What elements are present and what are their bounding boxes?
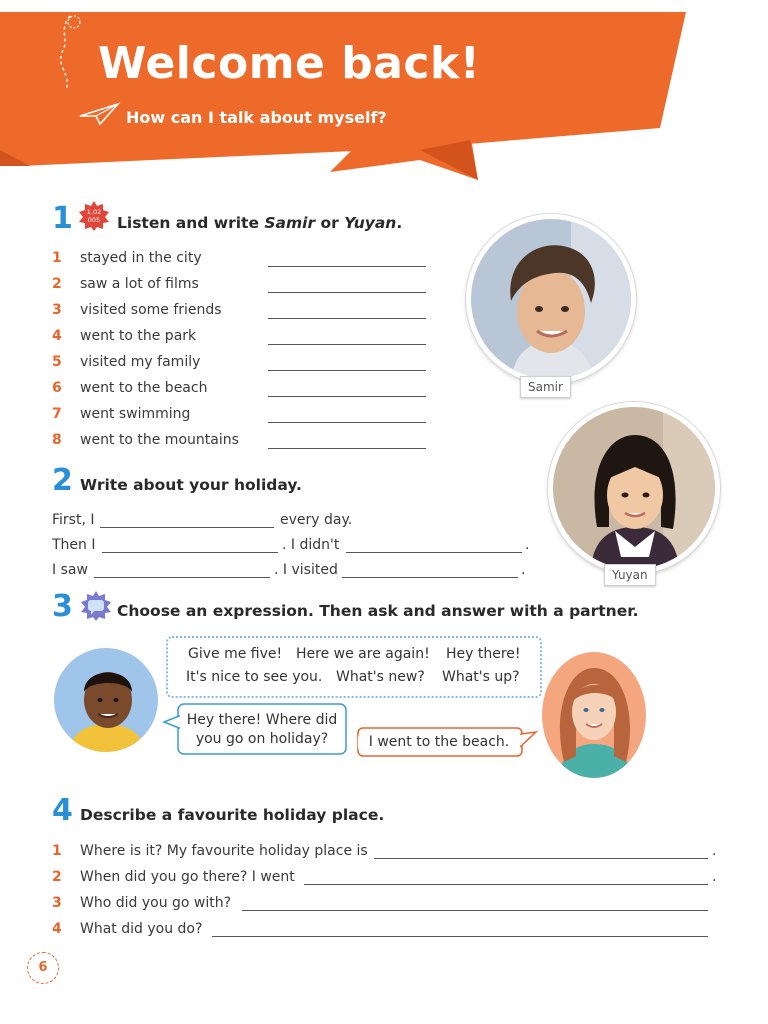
- exercise-1-number: 1: [52, 201, 73, 236]
- answer-line[interactable]: [268, 396, 426, 397]
- exercise-1-item: 3 visited some friends: [52, 302, 432, 324]
- exercise-1-item: 8 went to the mountains: [52, 432, 432, 454]
- write-line-3-mid: . I visited: [274, 562, 338, 578]
- page-number: 6: [27, 952, 59, 984]
- answer-line[interactable]: [268, 422, 426, 423]
- write-line-2-start: Then I: [52, 537, 96, 553]
- exercise-1-heading: Listen and write Samir or Yuyan.: [117, 214, 403, 232]
- write-blank[interactable]: [342, 577, 518, 578]
- answer-line[interactable]: [212, 936, 708, 937]
- exercise-1-item: 5 visited my family: [52, 354, 432, 376]
- exercise-2-number: 2: [52, 463, 73, 498]
- write-line-2-end: .: [525, 537, 530, 553]
- exercise-1-item: 1 stayed in the city: [52, 250, 432, 272]
- write-line-3-end: .: [521, 562, 526, 578]
- answer-line[interactable]: [268, 370, 426, 371]
- yuyan-name-tag: Yuyan: [604, 564, 656, 586]
- item-end-punctuation: .: [712, 843, 717, 859]
- answer-line[interactable]: [268, 448, 426, 449]
- expression[interactable]: Hey there!: [446, 646, 521, 662]
- answer-line[interactable]: [268, 292, 426, 293]
- speaking-badge-icon: [80, 590, 112, 622]
- write-blank[interactable]: [102, 552, 278, 553]
- badge-track-bottom: 005: [87, 216, 101, 224]
- samir-name-tag: Samir: [520, 376, 571, 398]
- write-blank[interactable]: [94, 577, 270, 578]
- exercise-3-number: 3: [52, 589, 73, 624]
- yuyan-photo: [548, 402, 720, 574]
- expression[interactable]: Here we are again!: [296, 646, 430, 662]
- write-line-1-end: every day.: [280, 512, 353, 528]
- boy-photo: [54, 648, 158, 752]
- exercise-1-item: 7 went swimming: [52, 406, 432, 428]
- answer-line[interactable]: [304, 884, 708, 885]
- item-end-punctuation: .: [712, 869, 717, 885]
- paper-plane-icon: [78, 100, 122, 128]
- audio-track-badge-icon: [78, 200, 110, 232]
- answer-line[interactable]: [374, 858, 708, 859]
- exercise-1-item: 4 went to the park: [52, 328, 432, 350]
- left-speech-bubble: [180, 711, 344, 749]
- exercise-1-item: 6 went to the beach: [52, 380, 432, 402]
- exercise-4-number: 4: [52, 793, 73, 828]
- page-title: Welcome back!: [98, 38, 481, 89]
- expression[interactable]: What's new?: [336, 669, 425, 685]
- expression[interactable]: What's up?: [442, 669, 520, 685]
- answer-line[interactable]: [268, 266, 426, 267]
- expression[interactable]: It's nice to see you.: [186, 669, 323, 685]
- samir-photo: [466, 214, 636, 384]
- expressions-box: [166, 636, 542, 698]
- exercise-4-heading: Describe a favourite holiday place.: [80, 806, 385, 824]
- badge-track-top: 1.02: [86, 208, 102, 216]
- bubble-left-line-1: Hey there! Where did: [186, 712, 338, 728]
- exercise-3-heading: Choose an expression. Then ask and answer with a partner.: [117, 602, 639, 620]
- write-blank[interactable]: [100, 527, 274, 528]
- right-speech-bubble: I went to the beach.: [358, 733, 520, 752]
- write-blank[interactable]: [346, 552, 522, 553]
- bubble-left-line-2: you go on holiday?: [195, 731, 329, 747]
- write-line-2-mid: . I didn't: [282, 537, 340, 553]
- expression[interactable]: Give me five!: [188, 646, 283, 662]
- answer-line[interactable]: [242, 910, 708, 911]
- answer-line[interactable]: [268, 344, 426, 345]
- write-line-1-start: First, I: [52, 512, 95, 528]
- girl-photo: [542, 652, 646, 778]
- write-line-3-start: I saw: [52, 562, 88, 578]
- exercise-1-item: 2 saw a lot of films: [52, 276, 432, 298]
- answer-line[interactable]: [268, 318, 426, 319]
- exercise-2-heading: Write about your holiday.: [80, 476, 302, 494]
- page-subtitle: How can I talk about myself?: [126, 108, 387, 127]
